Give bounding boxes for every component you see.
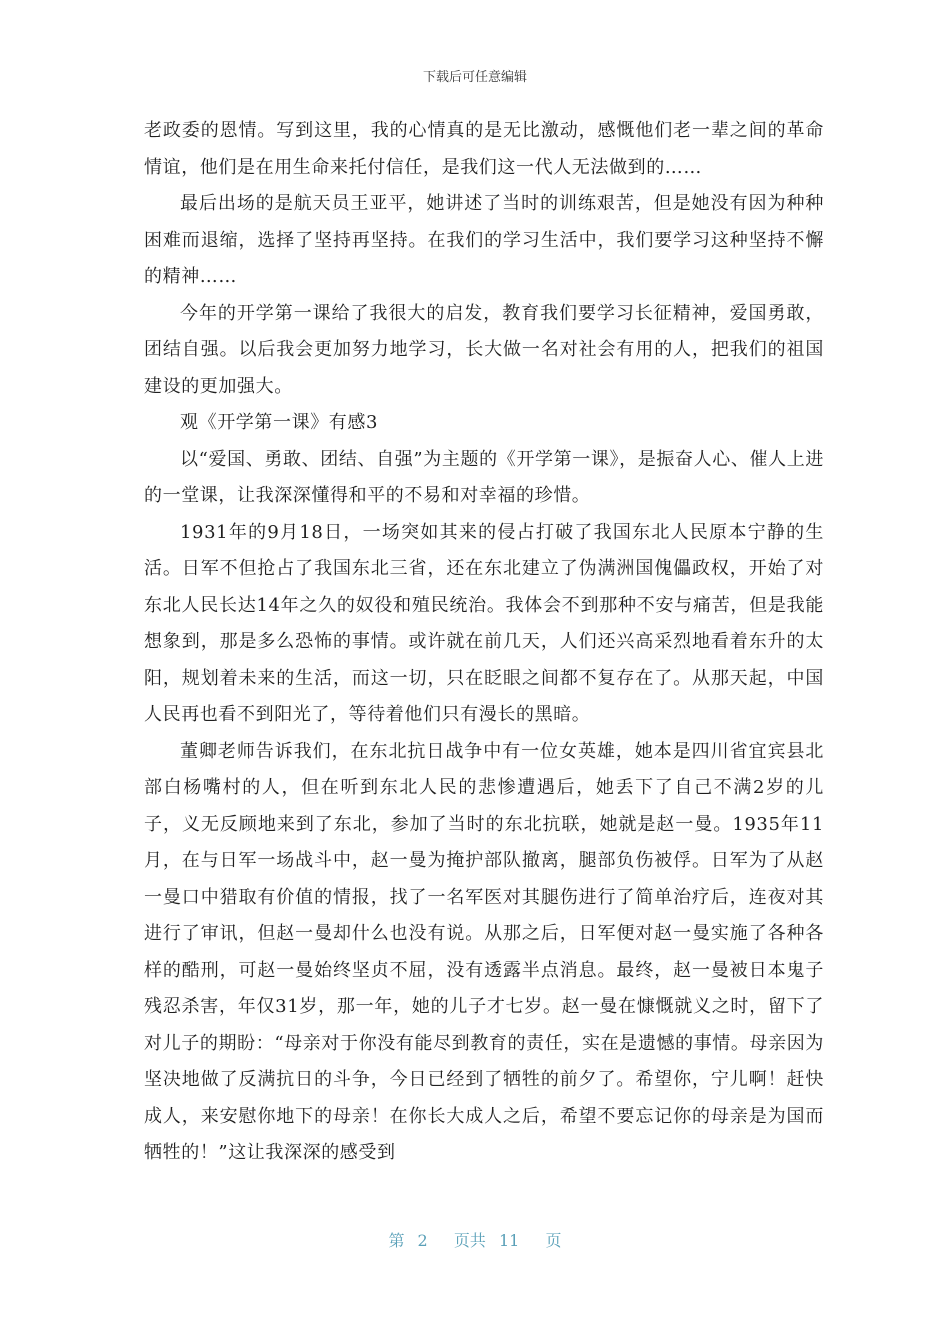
document-body [144,113,824,1172]
paragraph: 董卿老师告诉我们，在东北抗日战争中有一位女英雄，她本是四川省宜宾县北部白杨嘴村的人，但在听到东北人民的悲惨遭遇后，她丢下了自己不满2岁的儿子，义无反顾地来到了东北，参加了当时的东北抗联，她就是赵一曼。1935年11月，在与日军一场战斗中，赵一曼为掩护部队撤离，腿部负伤被俘。日军为了从赵一曼口中猎取有价值的情报，找了一名军医对其腿伤进行了简单治疗后，连夜对其进行了审讯，但赵一曼却什么也没有说。从那之后，日军便对赵一曼实施了各种各样的酷刑，可赵一曼始终坚贞不屈，没有透露半点消息。最终，赵一曼被日本鬼子残忍杀害，年仅31岁，那一年，她的儿子才七岁。赵一曼在慷慨就义之时，留下了对儿子的期盼：“母亲对于你没有能尽到教育的责任，实在是遗憾的事情。母亲因为坚决地做了反满抗日的斗争，今日已经到了牺牲的前夕了。希望你，宁儿啊！赶快成人，来安慰你地下的母亲！在你长大成人之后，希望不要忘记你的母亲是为国而牺牲的！”这让我深深的感受到 [144,740,824,1163]
section-title: 观《开学第一课》有感3 [180,412,379,433]
page-footer: 第 2 页共 11 页 [388,1231,562,1250]
paragraph: 老政委的恩情。写到这里，我的心情真的是无比激动，感慨他们老一辈之间的革命情谊，他们是在用生命来托付信任，是我们这一代人无法做到的…… [144,120,824,178]
paragraph: 今年的开学第一课给了我很大的启发，教育我们要学习长征精神，爱国勇敢，团结自强。以后我会更加努力地学习，长大做一名对社会有用的人，把我们的祖国建设的更加强大。 [144,302,824,397]
page-header: 下载后可任意编辑 [422,70,527,85]
paragraph: 1931年的9月18日，一场突如其来的侵占打破了我国东北人民原本宁静的生活。日军不但抢占了我国东北三省，还在东北建立了伪满洲国傀儡政权，开始了对东北人民长达14年之久的奴役和殖民统治。我体会不到那种不安与痛苦，但是我能想象到，那是多么恐怖的事情。或许就在前几天，人们还兴高采烈地看着东升的太阳，规划着未来的生活，而这一切，只在眨眼之间都不复存在了。从那天起，中国人民再也看不到阳光了，等待着他们只有漫长的黑暗。 [144,521,824,725]
paragraph: 以“爱国、勇敢、团结、自强”为主题的《开学第一课》，是振奋人心、催人上进的一堂课，让我深深懂得和平的不易和对幸福的珍惜。 [144,448,824,506]
paragraph: 最后出场的是航天员王亚平，她讲述了当时的训练艰苦，但是她没有因为种种困难而退缩，选择了坚持再坚持。在我们的学习生活中，我们要学习这种坚持不懈的精神…… [144,193,824,287]
